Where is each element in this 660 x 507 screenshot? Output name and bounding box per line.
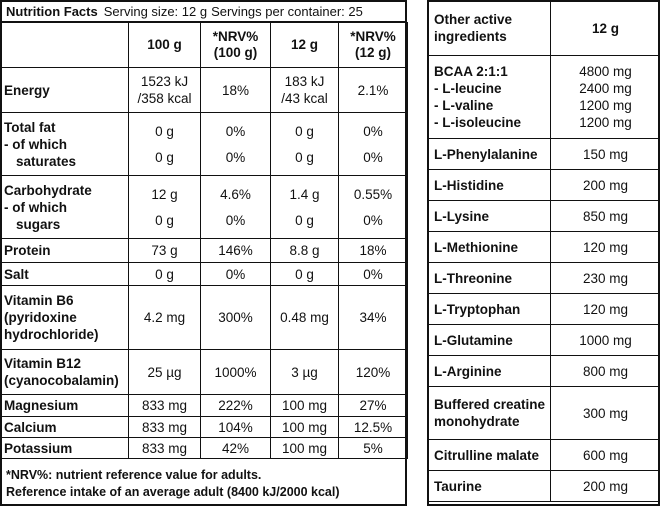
table-row-energy: Energy 1523 kJ /358 kcal 18% 183 kJ /43 kcal 2.1% <box>1 68 408 113</box>
table-row-magnesium: Magnesium 833 mg 222% 100 mg 27% <box>1 395 408 417</box>
table-row-protein: Protein 73 g 146% 8.8 g 18% <box>1 239 408 263</box>
table-row-buffered-creatine: Buffered creatine monohydrate 300 mg <box>428 387 660 440</box>
table-row-salt: Salt 0 g 0% 0 g 0% <box>1 263 408 286</box>
table-row-vitamin-b12: Vitamin B12 (cyanocobalamin) 25 µg 1000% 3 µg 120% <box>1 350 408 395</box>
serving-size: Serving size: 12 g <box>103 4 208 19</box>
header-empty <box>1 23 129 68</box>
table-row-l-phenylalanine: L-Phenylalanine 150 mg <box>428 139 660 170</box>
active-header-row: Other active ingredients 12 g <box>428 1 660 56</box>
table-row-l-methionine: L-Methionine 120 mg <box>428 232 660 263</box>
nutrition-title: Nutrition Facts <box>6 4 98 19</box>
active-ingredients-panel <box>427 0 660 506</box>
table-row-l-glutamine: L-Glutamine 1000 mg <box>428 325 660 356</box>
active-col-12g: 12 g <box>551 1 660 56</box>
nrv-footnote: *NRV%: nutrient reference value for adults. Reference intake of an average adult (8400 kJ/2000 kcal) <box>6 468 340 499</box>
col-nrv-12g: *NRV% (12 g) <box>339 23 408 68</box>
table-row-vitamin-b6: Vitamin B6 (pyridoxine hydrochloride) 4.2 mg 300% 0.48 mg 34% <box>1 286 408 350</box>
table-header-row <box>1 23 408 68</box>
active-ingredients-table <box>427 0 660 502</box>
nutrition-header <box>2 2 405 22</box>
table-row-l-arginine: L-Arginine 800 mg <box>428 356 660 387</box>
table-row-l-histidine: L-Histidine 200 mg <box>428 170 660 201</box>
table-row-carbohydrate: Carbohydrate - of which sugars 12 g 0 g 4.6% 0% 1.4 g 0 g 0.55% 0% <box>1 176 408 239</box>
col-nrv-100g: *NRV% (100 g) <box>201 23 271 68</box>
table-row-bcaa: BCAA 2:1:1 - L-leucine - L-valine - L-isoleucine 4800 mg 2400 mg 1200 mg 1200 mg <box>428 56 660 139</box>
table-row-total-fat: Total fat - of which saturates 0 g 0 g 0% 0% 0 g 0 g 0% 0% <box>1 113 408 176</box>
table-row-l-tryptophan: L-Tryptophan 120 mg <box>428 294 660 325</box>
table-row-potassium: Potassium 833 mg 42% 100 mg 5% <box>1 438 408 459</box>
table-row-calcium: Calcium 833 mg 104% 100 mg 12.5% <box>1 417 408 438</box>
table-row-l-threonine: L-Threonine 230 mg <box>428 263 660 294</box>
servings-per-container: Servings per container: 25 <box>211 4 363 19</box>
col-12g: 12 g <box>271 23 339 68</box>
table-row-citrulline-malate: Citrulline malate 600 mg <box>428 440 660 471</box>
table-row-l-lysine: L-Lysine 850 mg <box>428 201 660 232</box>
col-100g: 100 g <box>129 23 201 68</box>
table-row-taurine: Taurine 200 mg <box>428 471 660 502</box>
nutrition-table <box>0 22 408 459</box>
